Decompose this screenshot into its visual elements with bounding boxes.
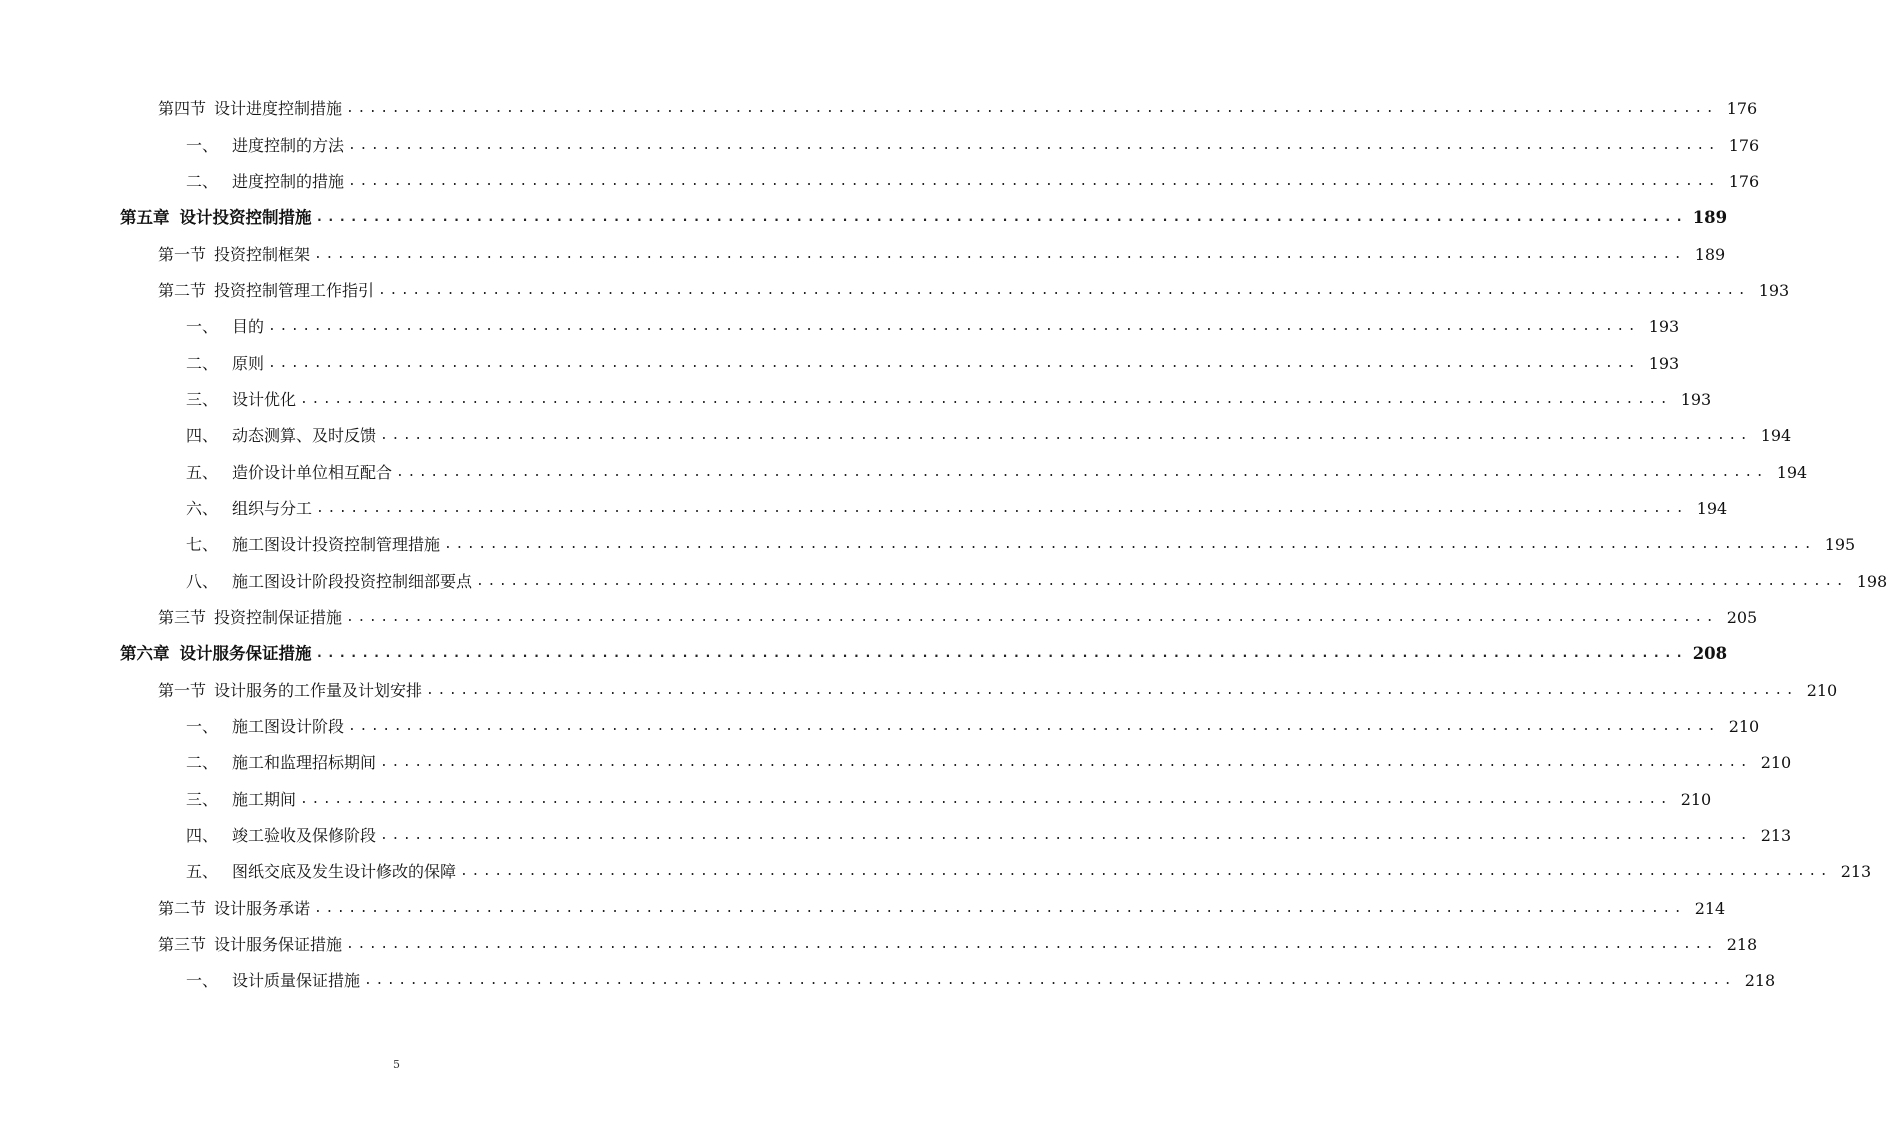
toc-entry-item[interactable] xyxy=(0,309,1680,345)
toc-entry-item[interactable] xyxy=(0,782,1712,818)
toc-entry-item[interactable] xyxy=(0,491,1728,527)
toc-entry-title: 设计服务的工作量及计划安排 xyxy=(214,680,423,700)
dot-leader: ........................................................................................................................ xyxy=(314,900,1686,916)
toc-entry-title: 投资控制管理工作指引 xyxy=(214,280,375,300)
toc-entry-number: 第一节 xyxy=(158,244,207,264)
toc-entry-title: 竣工验收及保修阶段 xyxy=(232,826,377,846)
toc-entry-chapter[interactable] xyxy=(0,200,1728,236)
toc-entry-section[interactable] xyxy=(0,891,1726,927)
toc-entry-number: 第一节 xyxy=(158,680,207,700)
toc-entry-number: 六、 xyxy=(186,498,219,518)
toc-entry-page-number: 176 xyxy=(1726,99,1758,119)
toc-entry-page-number: 195 xyxy=(1824,535,1856,555)
toc-entry-label xyxy=(186,354,264,374)
dot-leader: ........................................................................................................................ xyxy=(444,537,1816,553)
toc-entry-label xyxy=(186,971,360,991)
toc-entry-label xyxy=(186,535,440,555)
toc-entry-label xyxy=(186,172,344,192)
toc-entry-section[interactable] xyxy=(0,91,1758,127)
toc-entry-page-number: 189 xyxy=(1694,244,1726,264)
toc-entry-label xyxy=(158,245,310,265)
toc-entry-number: 第三节 xyxy=(158,935,207,955)
toc-entry-page-number: 218 xyxy=(1726,935,1758,955)
toc-entry-title: 动态测算、及时反馈 xyxy=(232,426,377,446)
toc-entry-title: 设计服务保证措施 xyxy=(214,935,343,955)
toc-entry-number: 一、 xyxy=(186,135,219,155)
toc-entry-title: 施工期间 xyxy=(232,789,297,809)
toc-entry-number: 二、 xyxy=(186,171,219,191)
toc-entry-section[interactable] xyxy=(0,273,1790,309)
toc-entry-title: 目的 xyxy=(232,317,265,337)
dot-leader: ........................................................................................................................ xyxy=(396,464,1768,480)
toc-entry-number: 七、 xyxy=(186,535,219,555)
dot-leader: ........................................................................................................................ xyxy=(364,973,1736,989)
toc-entry-label xyxy=(186,862,456,882)
toc-entry-title: 施工图设计投资控制管理措施 xyxy=(232,535,441,555)
toc-entry-page-number: 213 xyxy=(1760,826,1792,846)
dot-leader: ........................................................................................................................ xyxy=(315,646,1687,662)
dot-leader: ........................................................................................................................ xyxy=(300,391,1672,407)
toc-entry-section[interactable] xyxy=(0,673,1838,709)
toc-entry-title: 进度控制的方法 xyxy=(232,135,345,155)
toc-entry-page-number: 193 xyxy=(1648,353,1680,373)
toc-entry-label xyxy=(120,644,312,664)
toc-entry-item[interactable] xyxy=(0,164,1760,200)
toc-entry-label xyxy=(158,281,374,301)
toc-entry-number: 第二节 xyxy=(158,898,207,918)
toc-entry-title: 进度控制的措施 xyxy=(232,171,345,191)
dot-leader: ........................................................................................................................ xyxy=(460,864,1832,880)
toc-entry-number: 第五章 xyxy=(120,208,170,228)
toc-entry-item[interactable] xyxy=(0,818,1792,854)
dot-leader: ........................................................................................................................ xyxy=(268,355,1640,371)
toc-entry-chapter[interactable] xyxy=(0,636,1728,672)
toc-entry-number: 一、 xyxy=(186,317,219,337)
toc-entry-item[interactable] xyxy=(0,963,1776,999)
dot-leader: ........................................................................................................................ xyxy=(378,282,1750,298)
toc-entry-number: 五、 xyxy=(186,862,219,882)
dot-leader: ........................................................................................................................ xyxy=(268,319,1640,335)
toc-entry-title: 设计服务保证措施 xyxy=(179,644,312,664)
table-of-contents xyxy=(0,91,1887,1000)
dot-leader: ........................................................................................................................ xyxy=(348,173,1720,189)
dot-leader: ........................................................................................................................ xyxy=(348,137,1720,153)
toc-entry-number: 三、 xyxy=(186,789,219,809)
dot-leader: ........................................................................................................................ xyxy=(476,573,1848,589)
toc-entry-label xyxy=(186,826,376,846)
toc-entry-label xyxy=(186,572,472,592)
toc-entry-title: 组织与分工 xyxy=(232,498,313,518)
toc-entry-page-number: 214 xyxy=(1694,898,1726,918)
dot-leader: ........................................................................................................................ xyxy=(380,428,1752,444)
toc-entry-page-number: 210 xyxy=(1760,753,1792,773)
toc-entry-label xyxy=(158,935,342,955)
dot-leader: ........................................................................................................................ xyxy=(346,937,1718,953)
toc-entry-page-number: 198 xyxy=(1856,571,1887,591)
toc-entry-label xyxy=(158,608,342,628)
toc-entry-label xyxy=(186,317,264,337)
toc-entry-number: 三、 xyxy=(186,389,219,409)
toc-entry-page-number: 205 xyxy=(1726,607,1758,627)
toc-entry-label xyxy=(186,426,376,446)
toc-entry-number: 一、 xyxy=(186,971,219,991)
page-number-footer: 5 xyxy=(393,1058,400,1071)
toc-entry-item[interactable] xyxy=(0,418,1792,454)
dot-leader: ........................................................................................................................ xyxy=(348,719,1720,735)
toc-entry-label xyxy=(186,753,376,773)
toc-entry-page-number: 189 xyxy=(1692,208,1728,228)
toc-entry-title: 施工和监理招标期间 xyxy=(232,753,377,773)
toc-entry-title: 施工图设计阶段 xyxy=(232,717,345,737)
toc-entry-number: 第六章 xyxy=(120,644,170,664)
toc-entry-number: 二、 xyxy=(186,753,219,773)
toc-entry-number: 第四节 xyxy=(158,99,207,119)
toc-entry-title: 设计服务承诺 xyxy=(214,898,311,918)
toc-entry-page-number: 194 xyxy=(1696,498,1728,518)
dot-leader: ........................................................................................................................ xyxy=(380,828,1752,844)
toc-entry-item[interactable] xyxy=(0,745,1792,781)
toc-entry-page-number: 193 xyxy=(1758,280,1790,300)
dot-leader: ........................................................................................................................ xyxy=(314,246,1686,262)
dot-leader: ........................................................................................................................ xyxy=(380,755,1752,771)
dot-leader: ........................................................................................................................ xyxy=(315,210,1687,226)
toc-entry-page-number: 176 xyxy=(1728,171,1760,191)
toc-entry-title: 设计质量保证措施 xyxy=(232,971,361,991)
toc-entry-label xyxy=(158,899,310,919)
toc-entry-number: 第三节 xyxy=(158,607,207,627)
toc-entry-label xyxy=(158,681,422,701)
toc-entry-title: 设计进度控制措施 xyxy=(214,99,343,119)
toc-entry-number: 四、 xyxy=(186,826,219,846)
toc-entry-number: 一、 xyxy=(186,717,219,737)
toc-entry-page-number: 176 xyxy=(1728,135,1760,155)
toc-entry-item[interactable] xyxy=(0,854,1872,890)
toc-entry-number: 八、 xyxy=(186,571,219,591)
toc-entry-page-number: 218 xyxy=(1744,971,1776,991)
toc-entry-label xyxy=(186,790,296,810)
toc-entry-label xyxy=(186,390,296,410)
toc-entry-item[interactable] xyxy=(0,709,1760,745)
toc-entry-item[interactable] xyxy=(0,127,1760,163)
toc-entry-title: 设计投资控制措施 xyxy=(179,208,312,228)
toc-entry-page-number: 194 xyxy=(1760,426,1792,446)
toc-entry-label xyxy=(186,463,392,483)
toc-entry-item[interactable] xyxy=(0,382,1712,418)
dot-leader: ........................................................................................................................ xyxy=(426,682,1798,698)
toc-entry-section[interactable] xyxy=(0,927,1758,963)
toc-entry-title: 投资控制框架 xyxy=(214,244,311,264)
toc-entry-page-number: 210 xyxy=(1680,789,1712,809)
dot-leader: ........................................................................................................................ xyxy=(346,609,1718,625)
toc-entry-page-number: 208 xyxy=(1692,644,1728,664)
toc-entry-title: 造价设计单位相互配合 xyxy=(232,462,393,482)
toc-entry-page-number: 194 xyxy=(1776,462,1808,482)
toc-entry-section[interactable] xyxy=(0,236,1726,272)
toc-entry-title: 原则 xyxy=(232,353,265,373)
toc-entry-label xyxy=(186,717,344,737)
toc-entry-label xyxy=(158,99,342,119)
toc-entry-item[interactable] xyxy=(0,563,1887,599)
dot-leader: ........................................................................................................................ xyxy=(300,791,1672,807)
toc-entry-item[interactable] xyxy=(0,454,1808,490)
toc-entry-label xyxy=(186,136,344,156)
toc-entry-number: 二、 xyxy=(186,353,219,373)
toc-entry-section[interactable] xyxy=(0,600,1758,636)
toc-entry-number: 五、 xyxy=(186,462,219,482)
toc-entry-page-number: 210 xyxy=(1728,717,1760,737)
toc-entry-page-number: 193 xyxy=(1680,389,1712,409)
toc-entry-item[interactable] xyxy=(0,345,1680,381)
toc-entry-page-number: 193 xyxy=(1648,317,1680,337)
toc-entry-title: 设计优化 xyxy=(232,389,297,409)
toc-entry-page-number: 210 xyxy=(1806,680,1838,700)
toc-entry-number: 四、 xyxy=(186,426,219,446)
toc-entry-page-number: 213 xyxy=(1840,862,1872,882)
toc-entry-item[interactable] xyxy=(0,527,1856,563)
dot-leader: ........................................................................................................................ xyxy=(346,101,1718,117)
toc-entry-label xyxy=(186,499,312,519)
dot-leader: ........................................................................................................................ xyxy=(316,500,1688,516)
toc-entry-title: 施工图设计阶段投资控制细部要点 xyxy=(232,571,473,591)
toc-entry-label xyxy=(120,208,312,228)
toc-entry-title: 投资控制保证措施 xyxy=(214,607,343,627)
toc-entry-number: 第二节 xyxy=(158,280,207,300)
toc-entry-title: 图纸交底及发生设计修改的保障 xyxy=(232,862,457,882)
